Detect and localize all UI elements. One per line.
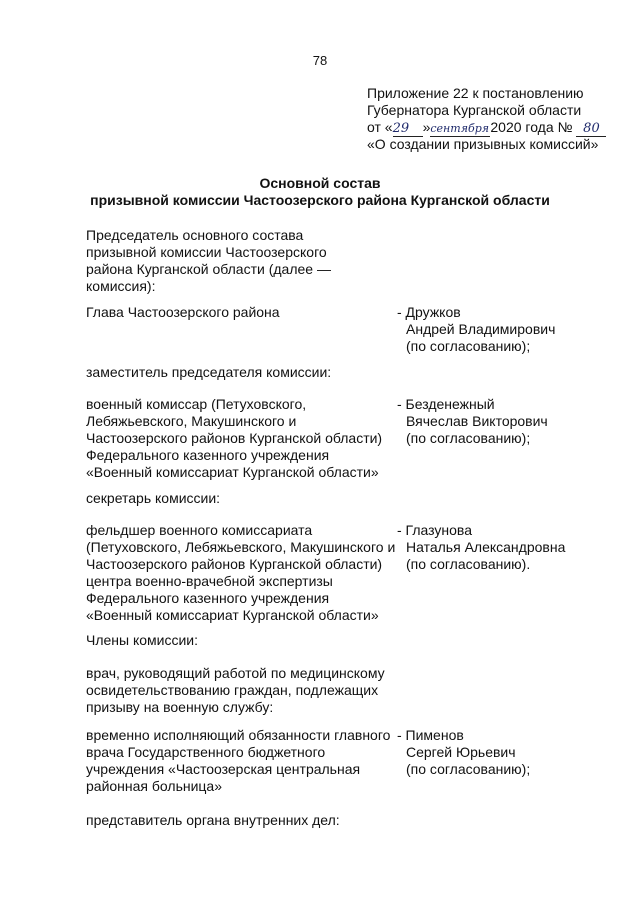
- appendix-line-1: Приложение 22 к постановлению: [367, 85, 584, 101]
- chairman-header-line: призывной комиссии Частоозерского: [86, 244, 327, 260]
- secretary-role-line: (Петуховского, Лебяжьевского, Макушинского и: [86, 539, 396, 555]
- person-line: Андрей Владимирович: [406, 321, 556, 337]
- secretary-role-line: «Военный комиссариат Курганской области»: [86, 607, 379, 623]
- deputy-role-line: Частоозерского районов Курганской области): [86, 430, 383, 446]
- acting-role-line: врача Государственного бюджетного: [86, 744, 326, 760]
- appendix-date-mid: »: [422, 119, 431, 135]
- secretary-person: [397, 522, 627, 573]
- person-line: - Глазунова: [397, 522, 472, 538]
- police-header: [86, 812, 386, 829]
- deputy-header-line: заместитель председателя комиссии:: [86, 364, 332, 380]
- chairman-header-line: комиссия):: [86, 278, 156, 294]
- person-line: Сергей Юрьевич: [406, 744, 516, 760]
- members-header-line: Члены комиссии:: [86, 632, 199, 648]
- police-header-line: представитель органа внутренних дел:: [86, 812, 340, 828]
- chairman-header-line: района Курганской области (далее —: [86, 261, 331, 277]
- secretary-role-line: Частоозерского районов Курганской области): [86, 556, 383, 572]
- secretary-header-line: секретарь комиссии:: [86, 490, 221, 506]
- handwritten-number: 80: [576, 122, 606, 137]
- secretary-role-line: Федерального казенного учреждения: [86, 590, 330, 606]
- acting-role-line: временно исполняющий обязанности главного: [86, 727, 391, 743]
- appendix-line-3: [367, 119, 627, 136]
- secretary-role-line: фельдшер военного комиссариата: [86, 522, 313, 538]
- deputy-role-line: Лебяжьевского, Макушинского и: [86, 413, 297, 429]
- person-line: - Безденежный: [397, 396, 495, 412]
- handwritten-day: 29: [393, 122, 423, 137]
- acting-person: [397, 727, 627, 778]
- person-line: (по согласованию);: [406, 430, 531, 446]
- deputy-role-line: военный комиссар (Петуховского,: [86, 396, 307, 412]
- appendix-line-4: «О создании призывных комиссий»: [367, 136, 599, 152]
- doctor-header-line: врач, руководящий работой по медицинскому: [86, 665, 385, 681]
- person-line: (по согласованию);: [406, 761, 531, 777]
- person-line: Наталья Александровна: [406, 539, 566, 555]
- handwritten-month: сентября: [430, 122, 490, 135]
- person-line: Вячеслав Викторович: [406, 413, 548, 429]
- doctor-header-line: освидетельствованию граждан, подлежащих: [86, 682, 379, 698]
- chairman-person: [397, 304, 627, 355]
- acting-role-line: районная больница»: [86, 778, 223, 794]
- chairman-role-line: Глава Частоозерского района: [86, 304, 280, 320]
- deputy-role-line: «Военный комиссариат Курганской области»: [86, 464, 379, 480]
- title-line-1: Основной состав: [259, 175, 381, 191]
- person-line: (по согласованию).: [406, 556, 531, 572]
- secretary-role-line: центра военно-врачебной экспертизы: [86, 573, 333, 589]
- appendix-year: 2020 года №: [490, 119, 573, 135]
- chairman-header-line: Председатель основного состава: [86, 227, 304, 243]
- chairman-role: [86, 304, 386, 321]
- doctor-header-line: призыву на военную службу:: [86, 699, 274, 715]
- chairman-header: [86, 227, 386, 295]
- acting-role: [86, 727, 391, 795]
- deputy-role: [86, 396, 386, 481]
- acting-role-line: учреждения «Частоозерская центральная: [86, 761, 361, 777]
- appendix-line-2: Губернатора Курганской области: [367, 102, 582, 118]
- deputy-role-line: Федерального казенного учреждения: [86, 447, 330, 463]
- secretary-role: [86, 522, 396, 624]
- person-line: - Дружков: [397, 304, 461, 320]
- page-number: 78: [312, 53, 328, 68]
- members-header: [86, 632, 386, 649]
- title-line-2: призывной комиссии Частоозерского района Курганской области: [90, 192, 550, 208]
- appendix-date-prefix: от «: [367, 119, 393, 135]
- doctor-header: [86, 665, 386, 716]
- person-line: - Пименов: [397, 727, 464, 743]
- deputy-header: [86, 364, 386, 381]
- deputy-person: [397, 396, 627, 447]
- person-line: (по согласованию);: [406, 338, 531, 354]
- appendix-block: [367, 85, 627, 153]
- secretary-header: [86, 490, 386, 507]
